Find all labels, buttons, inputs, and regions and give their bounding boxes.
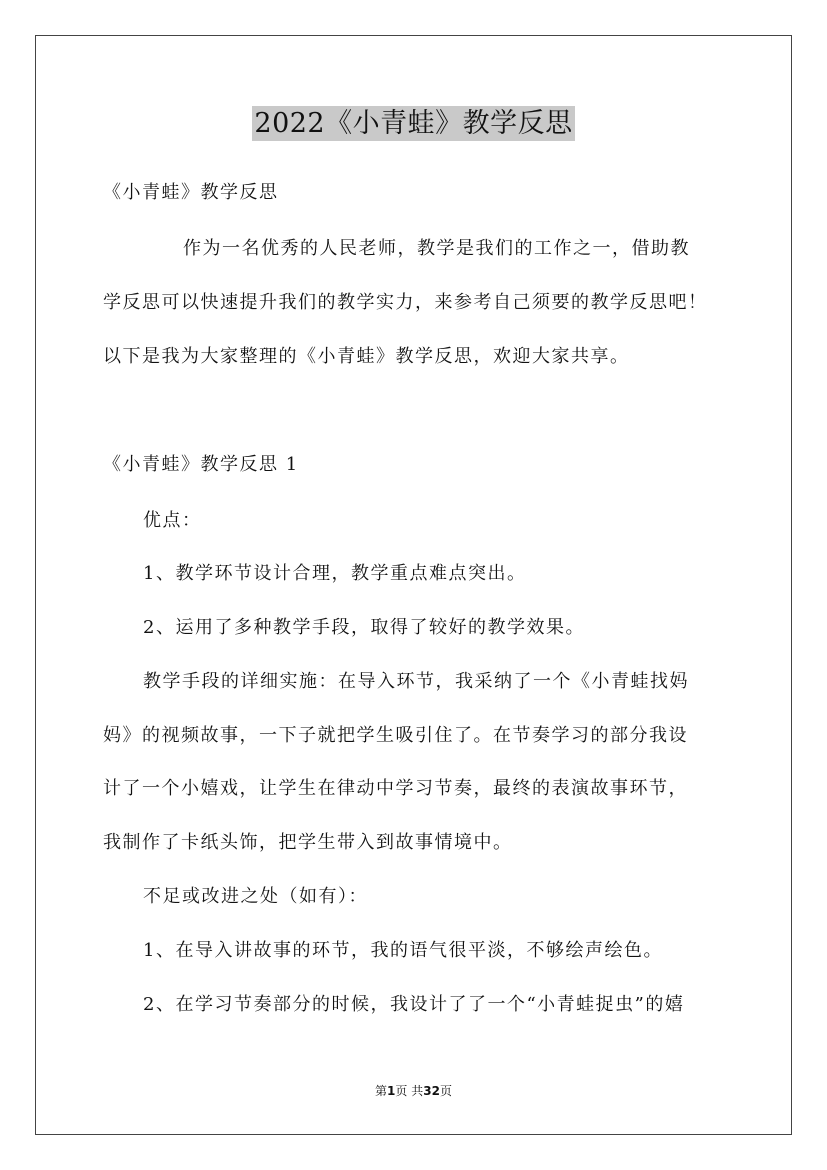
footer-page-current: 1: [387, 1084, 396, 1098]
footer-page-total: 32: [423, 1084, 440, 1098]
intro-line-2: 学反思可以快速提升我们的教学实力，来参考自己须要的教学反思吧！: [103, 292, 708, 313]
weakness-label: 不足或改进之处（如有）：: [143, 886, 368, 907]
strength-item-2: 2、运用了多种教学手段，取得了较好的教学效果。: [143, 617, 585, 638]
section-heading: 《小青蛙》教学反思 1: [103, 454, 299, 475]
weakness-item-2: 2、在学习节奏部分的时候，我设计了了一个“小青蛙捉虫”的嬉: [143, 994, 685, 1015]
strength-item-1: 1、教学环节设计合理，教学重点难点突出。: [143, 563, 527, 584]
page-footer: [0, 1082, 827, 1099]
document-subtitle: 《小青蛙》教学反思: [103, 182, 279, 203]
strengths-label: 优点：: [143, 510, 202, 531]
intro-line-1: 作为一名优秀的人民老师，教学是我们的工作之一，借助教: [183, 238, 690, 259]
weakness-item-1: 1、在导入讲故事的环节，我的语气很平淡，不够绘声绘色。: [143, 940, 663, 961]
footer-mid: 页 共: [395, 1084, 424, 1098]
document-title: 2022《小青蛙》教学反思: [254, 108, 573, 139]
methods-line-1: 教学手段的详细实施：在导入环节，我采纳了一个《小青蛙找妈: [143, 671, 689, 692]
methods-line-4: 我制作了卡纸头饰，把学生带入到故事情境中。: [103, 832, 513, 853]
intro-line-3: 以下是我为大家整理的《小青蛙》教学反思，欢迎大家共享。: [103, 346, 630, 367]
document-title-wrap: [0, 101, 827, 140]
methods-line-3: 计了一个小嬉戏，让学生在律动中学习节奏，最终的表演故事环节，: [103, 778, 688, 799]
footer-suffix: 页: [439, 1084, 452, 1098]
methods-line-2: 妈》的视频故事，一下子就把学生吸引住了。在节奏学习的部分我设: [103, 725, 688, 746]
footer-prefix: 第: [375, 1084, 388, 1098]
